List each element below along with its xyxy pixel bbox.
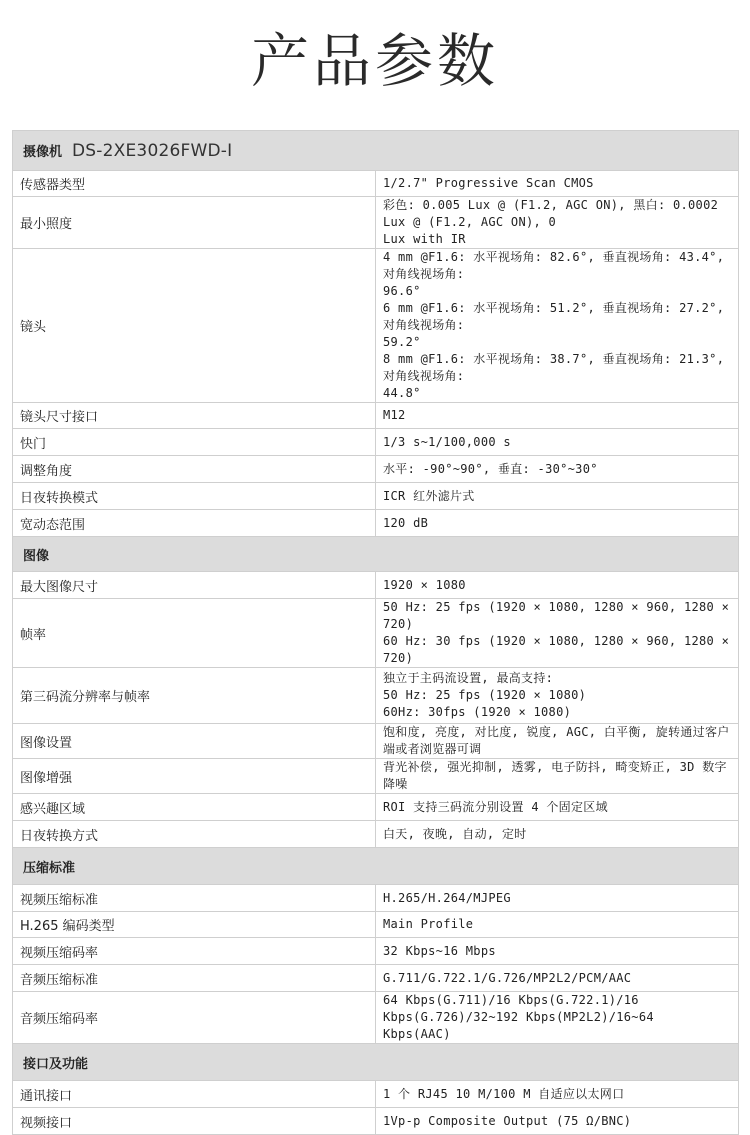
spec-label: H.265 编码类型	[13, 912, 376, 938]
spec-value-line: 8 mm @F1.6: 水平视场角: 38.7°, 垂直视场角: 21.3°, 对角线视场角:	[383, 352, 725, 383]
spec-value-line: 背光补偿, 强光抑制, 透雾, 电子防抖, 畸变矫正, 3D 数字降噪	[383, 760, 727, 791]
spec-value-line: 彩色: 0.005 Lux @ (F1.2, AGC ON), 黑白: 0.0002 Lux @ (F1.2, AGC ON), 0	[383, 198, 719, 229]
spec-label: 镜头	[13, 249, 376, 403]
spec-value	[376, 912, 739, 938]
spec-table	[12, 130, 739, 1135]
spec-label: 感兴趣区域	[13, 794, 376, 821]
spec-label: 通讯接口	[13, 1081, 376, 1108]
spec-label: 帧率	[13, 599, 376, 668]
spec-value	[376, 1081, 739, 1108]
spec-label: 视频压缩标准	[13, 885, 376, 912]
spec-row	[13, 429, 739, 456]
spec-value-line: Lux with IR	[383, 232, 466, 246]
spec-label: 传感器类型	[13, 171, 376, 197]
section-title: 压缩标准	[13, 848, 739, 885]
spec-row	[13, 403, 739, 429]
spec-value-line: 120 dB	[383, 515, 429, 530]
spec-value	[376, 668, 739, 724]
spec-row	[13, 794, 739, 821]
spec-value-line: Main Profile	[383, 917, 474, 931]
spec-value	[376, 429, 739, 456]
spec-row	[13, 572, 739, 599]
spec-value-line: M12	[383, 408, 406, 422]
spec-row	[13, 965, 739, 992]
spec-value-line: G.711/G.722.1/G.726/MP2L2/PCM/AAC	[383, 970, 632, 985]
spec-label: 音频压缩码率	[13, 992, 376, 1044]
spec-value-line: 1/3 s~1/100,000 s	[383, 434, 511, 449]
model-value: DS-2XE3026FWD-I	[72, 140, 233, 161]
spec-row	[13, 912, 739, 938]
model-cell	[13, 131, 739, 171]
spec-value-line: ROI 支持三码流分别设置 4 个固定区域	[383, 799, 608, 814]
spec-row	[13, 510, 739, 537]
spec-row	[13, 456, 739, 483]
spec-row	[13, 197, 739, 249]
spec-row	[13, 249, 739, 403]
spec-label: 图像增强	[13, 759, 376, 794]
spec-row	[13, 1108, 739, 1135]
spec-value-line: 96.6°	[383, 284, 421, 298]
spec-value	[376, 992, 739, 1044]
spec-value-line: 饱和度, 亮度, 对比度, 锐度, AGC, 白平衡, 旋转通过客户端或者浏览器可调	[383, 725, 730, 756]
spec-row	[13, 938, 739, 965]
spec-value-line: 1 个 RJ45 10 M/100 M 自适应以太网口	[383, 1086, 625, 1101]
spec-value-line: 50 Hz: 25 fps (1920 × 1080)	[383, 688, 587, 702]
spec-value	[376, 794, 739, 821]
spec-row	[13, 885, 739, 912]
spec-label: 最小照度	[13, 197, 376, 249]
spec-value-line: 1/2.7" Progressive Scan CMOS	[383, 176, 594, 190]
spec-row	[13, 724, 739, 759]
spec-value	[376, 759, 739, 794]
spec-value-line: 1Vp-p Composite Output (75 Ω/BNC)	[383, 1113, 632, 1128]
spec-value	[376, 724, 739, 759]
spec-value-line: 64 Kbps(G.711)/16 Kbps(G.722.1)/16 Kbps(G.726)/32~192 Kbps(MP2L2)/16~64	[383, 993, 654, 1024]
page-title: 产品参数	[250, 27, 499, 95]
spec-value-line: 6 mm @F1.6: 水平视场角: 51.2°, 垂直视场角: 27.2°, 对角线视场角:	[383, 301, 725, 332]
spec-value	[376, 965, 739, 992]
spec-value	[376, 483, 739, 510]
spec-label: 日夜转换模式	[13, 483, 376, 510]
spec-value	[376, 821, 739, 848]
spec-row	[13, 599, 739, 668]
section-header-row	[13, 848, 739, 885]
spec-label: 音频压缩标准	[13, 965, 376, 992]
spec-row	[13, 668, 739, 724]
spec-value-line: 4 mm @F1.6: 水平视场角: 82.6°, 垂直视场角: 43.4°, 对角线视场角:	[383, 250, 725, 281]
spec-row	[13, 171, 739, 197]
spec-value	[376, 171, 739, 197]
spec-value	[376, 197, 739, 249]
spec-label: 镜头尺寸接口	[13, 403, 376, 429]
spec-value-line: 白天, 夜晚, 自动, 定时	[383, 826, 527, 841]
spec-label: 最大图像尺寸	[13, 572, 376, 599]
spec-label: 视频压缩码率	[13, 938, 376, 965]
spec-value	[376, 572, 739, 599]
spec-value	[376, 885, 739, 912]
spec-value-line: 1920 × 1080	[383, 577, 466, 592]
spec-value-line: 60 Hz: 30 fps (1920 × 1080, 1280 × 960, 1280 × 720)	[383, 634, 730, 665]
spec-value-line: 44.8°	[383, 386, 421, 400]
spec-value	[376, 403, 739, 429]
spec-value	[376, 249, 739, 403]
section-title: 接口及功能	[13, 1044, 739, 1081]
spec-label: 调整角度	[13, 456, 376, 483]
section-header-row	[13, 537, 739, 572]
spec-label: 日夜转换方式	[13, 821, 376, 848]
spec-label: 快门	[13, 429, 376, 456]
spec-value	[376, 1108, 739, 1135]
spec-value	[376, 510, 739, 537]
spec-label: 宽动态范围	[13, 510, 376, 537]
spec-value-line: 独立于主码流设置, 最高支持:	[383, 671, 554, 685]
spec-row	[13, 1081, 739, 1108]
spec-row	[13, 483, 739, 510]
spec-value-line: 60Hz: 30fps (1920 × 1080)	[383, 705, 572, 719]
spec-row	[13, 992, 739, 1044]
spec-value-line: ICR 红外滤片式	[383, 488, 475, 503]
spec-value	[376, 599, 739, 668]
spec-value-line: Kbps(AAC)	[383, 1027, 451, 1041]
spec-value-line: 32 Kbps~16 Mbps	[383, 943, 496, 958]
section-title: 图像	[13, 537, 739, 572]
spec-value-line: 50 Hz: 25 fps (1920 × 1080, 1280 × 960, 1280 × 720)	[383, 600, 730, 631]
section-header-row	[13, 1044, 739, 1081]
spec-row	[13, 759, 739, 794]
spec-value	[376, 456, 739, 483]
spec-label: 视频接口	[13, 1108, 376, 1135]
spec-value	[376, 938, 739, 965]
spec-row	[13, 821, 739, 848]
spec-value-line: H.265/H.264/MJPEG	[383, 890, 511, 905]
spec-label: 图像设置	[13, 724, 376, 759]
spec-value-line: 59.2°	[383, 335, 421, 349]
spec-label: 第三码流分辨率与帧率	[13, 668, 376, 724]
model-header-row	[13, 131, 739, 171]
spec-value-line: 水平: -90°~90°, 垂直: -30°~30°	[383, 461, 598, 476]
model-label: 摄像机	[23, 144, 63, 160]
